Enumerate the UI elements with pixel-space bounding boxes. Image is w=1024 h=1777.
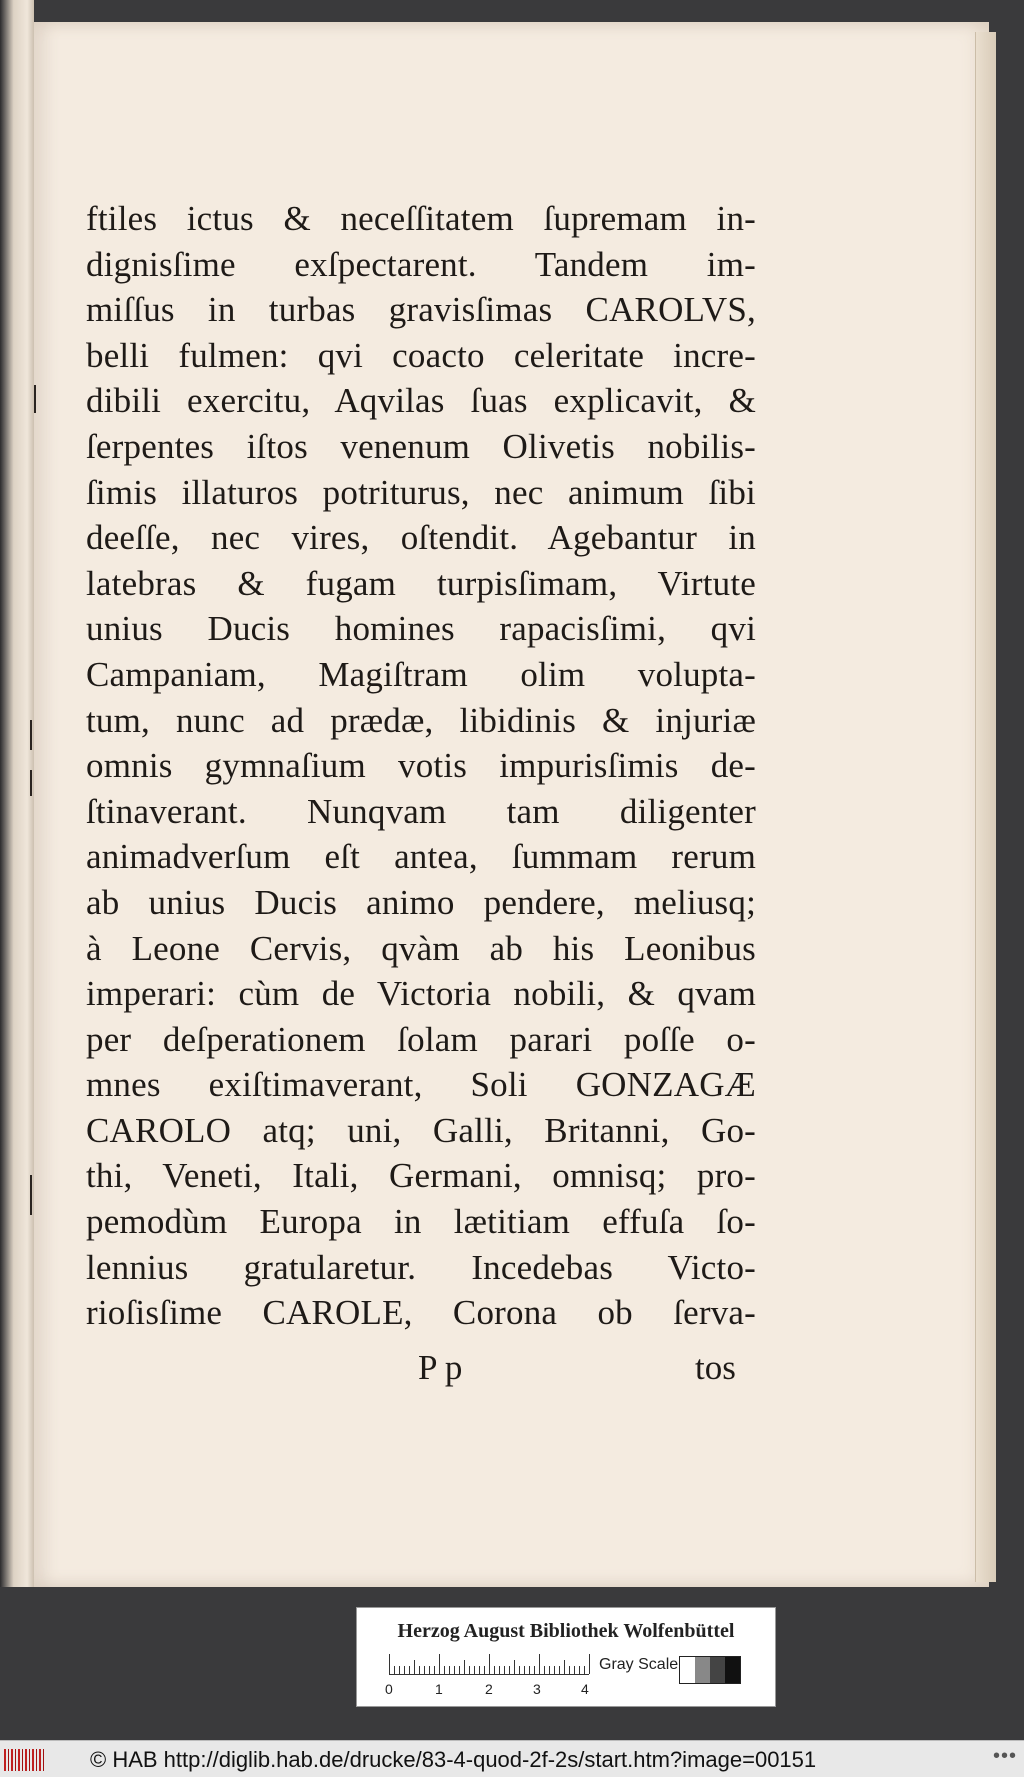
text-line: tum, nunc ad prædæ, libidinis & injuriæ	[86, 700, 756, 740]
ruler-tick	[454, 1666, 455, 1674]
text-line: dignisſime exſpectarent. Tandem im-	[86, 244, 756, 284]
text-line: belli fulmen: qvi coacto celeritate incre-	[86, 335, 756, 375]
margin-mark	[30, 720, 32, 750]
text-line: ab unius Ducis animo pendere, meliusq;	[86, 882, 756, 922]
ruler-tick	[579, 1666, 580, 1674]
ruler-tick	[489, 1654, 490, 1674]
ruler-tick	[589, 1654, 590, 1674]
ruler-tick	[424, 1666, 425, 1674]
ruler-tick	[569, 1666, 570, 1674]
ruler-tick	[469, 1666, 470, 1674]
ruler-tick	[399, 1666, 400, 1674]
gray-patch	[710, 1657, 725, 1683]
ruler-tick	[574, 1666, 575, 1674]
text-line: ſerpentes iſtos venenum Olivetis nobilis-	[86, 426, 756, 466]
gray-scale-label: Gray Scale	[599, 1656, 679, 1673]
text-line: dibili exercitu, Aqvilas ſuas explicavit, &	[86, 381, 756, 421]
ruler-number: 1	[435, 1681, 443, 1697]
text-line: thi, Veneti, Itali, Germani, omnisq; pro-	[86, 1156, 756, 1196]
text-line: ſimis illaturos potriturus, nec animum ſibi	[86, 472, 756, 512]
ruler-tick	[549, 1666, 550, 1674]
text-line: deeſſe, nec vires, oſtendit. Agebantur in	[86, 518, 756, 558]
ruler-tick	[464, 1660, 465, 1674]
ruler-tick	[449, 1666, 450, 1674]
ruler-tick	[459, 1666, 460, 1674]
ruler-tick	[479, 1666, 480, 1674]
status-bar	[0, 1740, 1024, 1777]
ruler-tick	[389, 1654, 390, 1674]
text-line: imperari: cùm de Victoria nobili, & qvam	[86, 974, 756, 1014]
ruler-tick	[504, 1666, 505, 1674]
adjacent-page-edge	[0, 0, 34, 1587]
ruler-number: 3	[533, 1681, 541, 1697]
signature-mark: P p	[418, 1348, 463, 1387]
ruler-tick	[394, 1666, 395, 1674]
barcode-icon	[4, 1749, 46, 1771]
page-text	[86, 196, 756, 1336]
ruler-tick	[494, 1666, 495, 1674]
ruler-number: 2	[485, 1681, 493, 1697]
page-fore-edge	[975, 32, 996, 1582]
ruler-number: 0	[385, 1681, 393, 1697]
ruler-tick	[429, 1666, 430, 1674]
ruler-tick	[564, 1660, 565, 1674]
ruler-tick	[419, 1666, 420, 1674]
text-line: miſſus in turbas gravisſimas CAROLVS,	[86, 290, 756, 330]
text-line: lennius gratularetur. Incedebas Victo-	[86, 1247, 756, 1287]
ruler-tick	[539, 1654, 540, 1674]
ruler-tick	[404, 1666, 405, 1674]
text-line: per deſperationem ſolam parari poſſe o-	[86, 1019, 756, 1059]
text-line: omnis gymnaſium votis impurisſimis de-	[86, 746, 756, 786]
ruler-tick	[524, 1666, 525, 1674]
ruler-tick	[519, 1666, 520, 1674]
ruler-tick	[529, 1666, 530, 1674]
gray-patch	[725, 1657, 740, 1683]
ruler-tick	[509, 1666, 510, 1674]
text-line: unius Ducis homines rapacisſimi, qvi	[86, 609, 756, 649]
ruler-tick	[439, 1654, 440, 1674]
ruler-tick	[474, 1666, 475, 1674]
ruler-tick	[434, 1666, 435, 1674]
ruler-tick	[409, 1666, 410, 1674]
text-line: pemodùm Europa in lætitiam effuſa ſo-	[86, 1202, 756, 1242]
ruler-tick	[544, 1666, 545, 1674]
text-line: mnes exiſtimaverant, Soli GONZAGÆ	[86, 1065, 756, 1105]
ruler-tick	[444, 1666, 445, 1674]
ruler-tick	[484, 1666, 485, 1674]
ruler-tick	[584, 1666, 585, 1674]
ruler-tick	[554, 1666, 555, 1674]
text-line: ſtinaverant. Nunqvam tam diligenter	[86, 791, 756, 831]
text-line: CAROLO atq; uni, Galli, Britanni, Go-	[86, 1110, 756, 1150]
ruler-number: 4	[581, 1681, 589, 1697]
library-name: Herzog August Bibliothek Wolfenbüttel	[397, 1620, 735, 1642]
ruler-tick	[499, 1666, 500, 1674]
text-line: animadverſum eſt antea, ſummam rerum	[86, 837, 756, 877]
catchword: tos	[695, 1348, 736, 1387]
text-line: rioſisſime CAROLE, Corona ob ſerva-	[86, 1293, 756, 1333]
copyright-url[interactable]: © HAB http://diglib.hab.de/drucke/83-4-quod-2f-2s/start.htm?image=00151	[90, 1747, 817, 1772]
text-line: latebras & fugam turpisſimam, Virtute	[86, 563, 756, 603]
scale-ruler	[389, 1654, 589, 1675]
text-line: ftiles ictus & neceſſitatem ſupremam in-	[86, 199, 756, 238]
ruler-tick	[534, 1666, 535, 1674]
ruler-tick	[414, 1660, 415, 1674]
margin-mark	[34, 385, 36, 413]
gray-patch	[680, 1657, 695, 1683]
text-line: Campaniam, Magiſtram olim volupta-	[86, 654, 756, 694]
text-line: à Leone Cervis, qvàm ab his Leonibus	[86, 928, 756, 968]
ruler-tick	[514, 1660, 515, 1674]
gray-patch	[695, 1657, 710, 1683]
more-icon[interactable]: •••	[993, 1745, 1018, 1767]
gray-scale-patches	[679, 1656, 741, 1684]
color-calibration-bar	[356, 1607, 776, 1707]
margin-mark	[30, 1175, 32, 1215]
margin-mark	[30, 770, 32, 796]
ruler-tick	[559, 1666, 560, 1674]
